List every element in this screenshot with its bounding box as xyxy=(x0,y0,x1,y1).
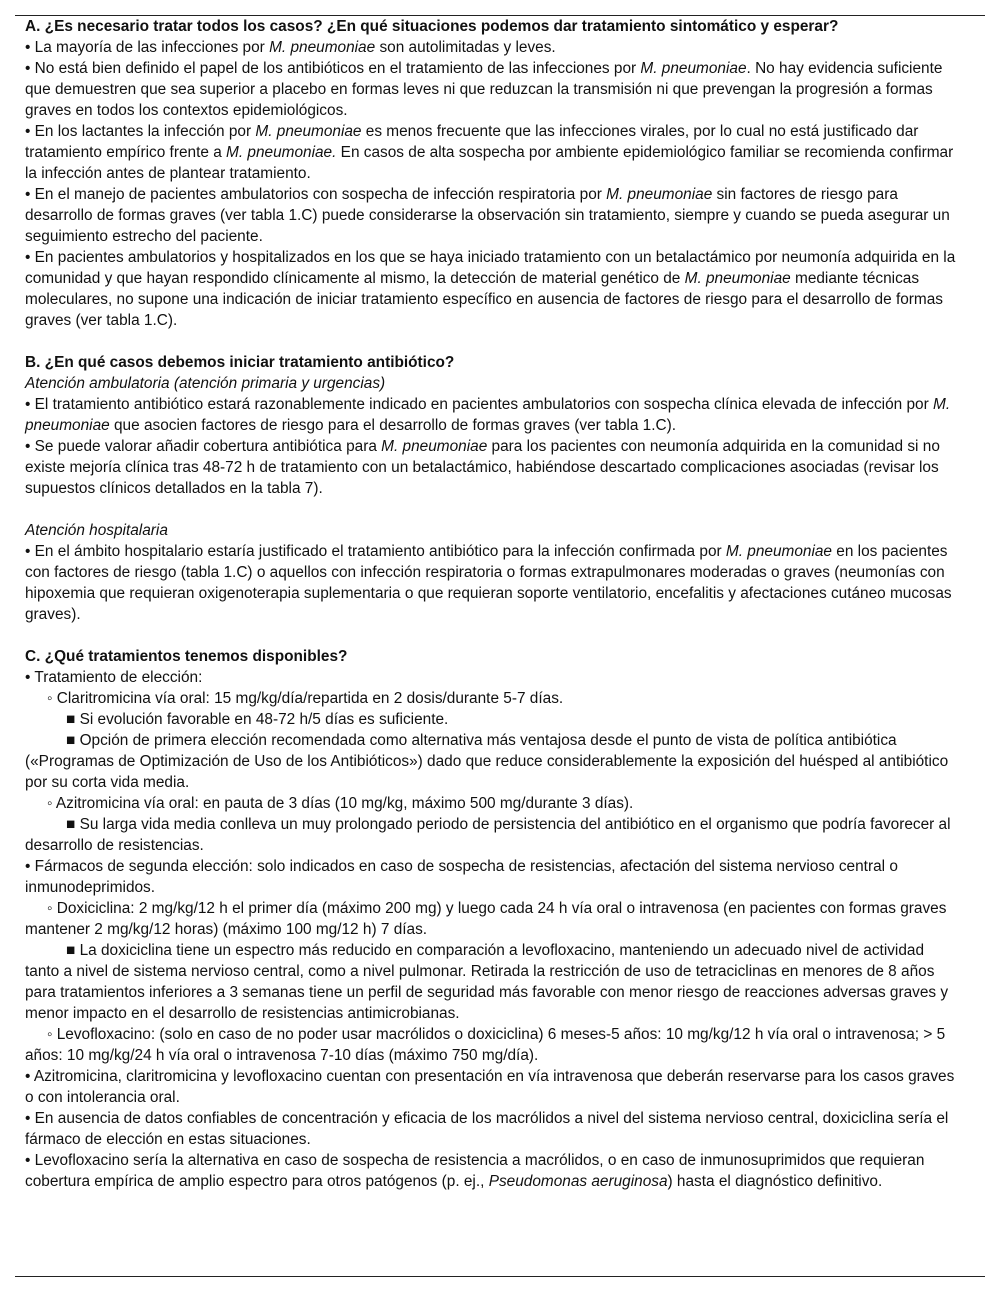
section-c-line-6: ■ Su larga vida media conlleva un muy prolongado periodo de persistencia del antibiótico en el organismo que podría favorecer al desarrollo de resistencias. xyxy=(25,816,951,854)
section-c-line-1: • Tratamiento de elección: xyxy=(25,669,203,686)
section-b-subheading-hospital: Atención hospitalaria xyxy=(25,522,168,539)
spacer xyxy=(25,499,960,520)
section-c-line-2: ◦ Claritromicina vía oral: 15 mg/kg/día/repartida en 2 dosis/durante 5-7 días. xyxy=(47,690,564,707)
section-c-line-12: • En ausencia de datos confiables de concentración y eficacia de los macrólidos a nivel del sistema nervioso central, doxiciclina sería el fármaco de elección en estas situaciones. xyxy=(25,1110,949,1148)
section-b-heading: B. ¿En qué casos debemos iniciar tratamiento antibiótico? xyxy=(25,354,455,371)
section-b-subheading-ambulatory: Atención ambulatoria (atención primaria y urgencias) xyxy=(25,375,386,392)
section-b-bullet-1: • El tratamiento antibiótico estará razonablemente indicado en pacientes ambulatorios con sospecha clínica elevada de infección por M. pneumoniae que asocien factores de riesgo para el desarrollo de formas graves (ver tabla 1.C). xyxy=(25,396,951,434)
section-b-bullet-3: • En el ámbito hospitalario estaría justificado el tratamiento antibiótico para la infección confirmada por M. pneumoniae en los pacientes con factores de riesgo (tabla 1.C) o aquellos con infección respiratoria o formas extrapulmonares moderadas o graves (neumonías con hipoxemia que requieran oxigenoterapia suplementaria o que requieran soporte ventilatorio, encefalitis y afectaciones cutáneo mucosas graves). xyxy=(25,543,952,623)
section-c-line-8: ◦ Doxiciclina: 2 mg/kg/12 h el primer día (máximo 200 mg) y luego cada 24 h vía oral o intravenosa (en pacientes con formas graves mantener 2 mg/kg/12 horas) (máximo 100 mg/12 h) 7 días. xyxy=(25,900,947,938)
section-c-heading: C. ¿Qué tratamientos tenemos disponibles? xyxy=(25,648,348,665)
section-a-heading: A. ¿Es necesario tratar todos los casos? ¿En qué situaciones podemos dar tratamiento sintomático y esperar? xyxy=(25,18,839,35)
section-a-bullet-5: • En pacientes ambulatorios y hospitalizados en los que se haya iniciado tratamiento con un betalactámico por neumonía adquirida en la comunidad y que hayan respondido clínicamente al mismo, la detección de material genético de M. pneumoniae mediante técnicas moleculares, no supone una indicación de iniciar tratamiento específico en ausencia de factores de riesgo para el desarrollo de formas graves (ver tabla 1.C). xyxy=(25,249,956,329)
section-a-bullet-4: • En el manejo de pacientes ambulatorios con sospecha de infección respiratoria por M. pneumoniae sin factores de riesgo para desarrollo de formas graves (ver tabla 1.C) puede considerarse la observación sin tratamiento, siempre y cuando se pueda asegurar un seguimiento estrecho del paciente. xyxy=(25,186,950,245)
section-a-bullet-2: • No está bien definido el papel de los antibióticos en el tratamiento de las infecciones por M. pneumoniae. No hay evidencia suficiente que demuestren que sea superior a placebo en formas leves ni que reduzcan la transmisión ni que prevengan la progresión a formas graves en todos los contextos epidemiológicos. xyxy=(25,60,943,119)
spacer xyxy=(25,625,960,646)
section-c-line-13: • Levofloxacino sería la alternativa en caso de sospecha de resistencia a macrólidos, o en caso de inmunosuprimidos que requieran cobertura empírica de amplio espectro para otros patógenos (p. ej., Pseudomonas aeruginosa) hasta el diagnóstico definitivo. xyxy=(25,1152,925,1190)
bottom-rule xyxy=(15,1276,985,1277)
section-c-line-9: ■ La doxiciclina tiene un espectro más reducido en comparación a levofloxacino, manteniendo un adecuado nivel de actividad tanto a nivel de sistema nervioso central, como a nivel pulmonar. Retirada la restricción de uso de tetraciclinas en menores de 8 años para tratamientos inferiores a 3 semanas tiene un perfil de seguridad más favorable con menor riesgo de reacciones adversas graves y menor impacto en el desarrollo de resistencias antimicrobianas. xyxy=(25,942,949,1022)
spacer xyxy=(25,331,960,352)
section-c-line-4: ■ Opción de primera elección recomendada como alternativa más ventajosa desde el punto de vista de política antibiótica («Programas de Optimización de Uso de los Antibióticos») dado que reduce considerablemente la exposición del huésped al antibiótico por su corta vida media. xyxy=(25,732,949,791)
section-c-line-11: • Azitromicina, claritromicina y levofloxacino cuentan con presentación en vía intravenosa que deberán reservarse para los casos graves o con intolerancia oral. xyxy=(25,1068,955,1106)
section-b-bullet-2: • Se puede valorar añadir cobertura antibiótica para M. pneumoniae para los pacientes con neumonía adquirida en la comunidad si no existe mejoría clínica tras 48-72 h de tratamiento con un betalactámico, habiéndose descartado complicaciones asociadas (revisar los supuestos clínicos detallados en la tabla 7). xyxy=(25,438,940,497)
document-body xyxy=(25,16,960,1192)
section-c-line-5: ◦ Azitromicina vía oral: en pauta de 3 días (10 mg/kg, máximo 500 mg/durante 3 días). xyxy=(47,795,634,812)
section-c-line-7: • Fármacos de segunda elección: solo indicados en caso de sospecha de resistencias, afectación del sistema nervioso central o inmunodeprimidos. xyxy=(25,858,898,896)
section-a-bullet-1: • La mayoría de las infecciones por M. pneumoniae son autolimitadas y leves. xyxy=(25,39,556,56)
section-c-line-3: ■ Si evolución favorable en 48-72 h/5 días es suficiente. xyxy=(66,711,449,728)
section-a-bullet-3: • En los lactantes la infección por M. pneumoniae es menos frecuente que las infecciones virales, por lo cual no está justificado dar tratamiento empírico frente a M. pneumoniae. En casos de alta sospecha por ambiente epidemiológico familiar se recomienda confirmar la infección antes de plantear tratamiento. xyxy=(25,123,954,182)
section-c-line-10: ◦ Levofloxacino: (solo en caso de no poder usar macrólidos o doxiciclina) 6 meses-5 años: 10 mg/kg/12 h vía oral o intravenosa; > 5 años: 10 mg/kg/24 h vía oral o intravenosa 7-10 días (máximo 750 mg/día). xyxy=(25,1026,946,1064)
